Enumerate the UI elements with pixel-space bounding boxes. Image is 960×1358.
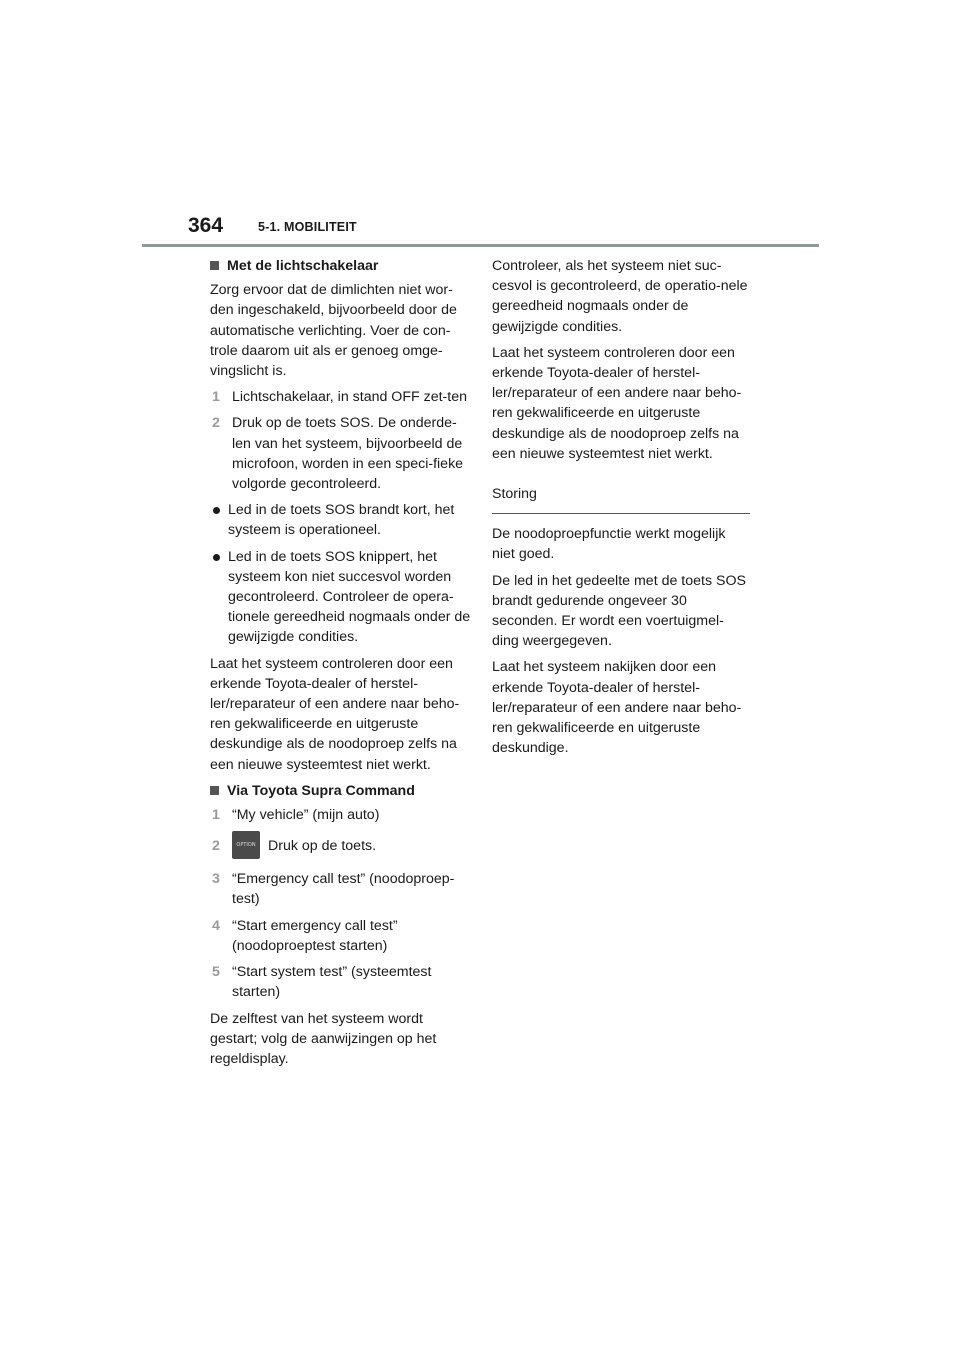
section-title: 5-1. MOBILITEIT bbox=[258, 220, 357, 234]
right-paragraph-2: Laat het systeem controleren door een erkende Toyota-dealer of herstel-ler/reparateur of een andere naar beho-ren gekwalificeerde en uitgeruste deskundige als de noodoproep zelfs na een nieuwe systeemtest niet werkt. bbox=[492, 344, 742, 462]
right-paragraph-1: Controleer, als het systeem niet suc-cesvol is gecontroleerd, de operatio-nele gereedheid nogmaals onder de gewijzigde condities. bbox=[492, 258, 748, 335]
bullet-item bbox=[210, 500, 472, 540]
bullet-text: Led in de toets SOS brandt kort, het systeem is operationeel. bbox=[228, 502, 455, 539]
step-item bbox=[210, 387, 472, 407]
subheading-supra-command bbox=[210, 781, 472, 801]
square-bullet-icon bbox=[210, 786, 219, 795]
step-item bbox=[210, 916, 472, 956]
option-button-label: OPTION bbox=[236, 841, 256, 848]
step-number: 1 bbox=[212, 389, 220, 406]
step-text: Druk op de toets. bbox=[268, 838, 377, 855]
right-paragraph-3: De noodoproepfunctie werkt mogelijk niet goed. bbox=[492, 526, 726, 563]
bullet-text: Led in de toets SOS knippert, het systeem kon niet succesvol worden gecontroleerd. Controleer de opera-tionele gereedheid nogmaals onder de gewijzigde condities. bbox=[228, 548, 471, 646]
step-number: 2 bbox=[212, 415, 220, 432]
step-text: “My vehicle” (mijn auto) bbox=[232, 807, 380, 824]
step-number: 3 bbox=[212, 871, 220, 888]
option-button-icon bbox=[232, 831, 260, 859]
step-item bbox=[210, 413, 472, 494]
step-text: “Start emergency call test” (noodoproeptest starten) bbox=[232, 917, 398, 954]
intro-paragraph: Zorg ervoor dat de dimlichten niet wor-den ingeschakeld, bijvoorbeeld door de automatische verlichting. Voer de con-trole daarom uit als er genoeg omge-vingslicht is. bbox=[210, 282, 457, 380]
step-number: 5 bbox=[212, 964, 220, 981]
malfunction-box-title: Storing bbox=[492, 476, 750, 514]
header-rule bbox=[142, 244, 819, 247]
step-text: “Emergency call test” (noodoproep-test) bbox=[232, 871, 455, 908]
right-paragraph-4: De led in het gedeelte met de toets SOS brandt gedurende ongeveer 30 seconden. Er wordt een voertuigmel-ding weergegeven. bbox=[492, 572, 746, 650]
right-column bbox=[492, 256, 750, 764]
step-item bbox=[210, 962, 472, 1002]
step-number: 2 bbox=[212, 838, 220, 855]
bullet-dot-icon bbox=[213, 554, 220, 561]
subheading-text: Via Toyota Supra Command bbox=[227, 782, 415, 799]
bullet-dot-icon bbox=[213, 507, 220, 514]
subheading-text: Met de lichtschakelaar bbox=[227, 258, 379, 274]
step-text: “Start system test” (systeemtest starten) bbox=[232, 964, 432, 1001]
step-number: 4 bbox=[212, 917, 220, 934]
page-number: 364 bbox=[188, 214, 224, 237]
left-column bbox=[210, 256, 472, 1075]
step-text: Lichtschakelaar, in stand OFF zet-ten bbox=[232, 389, 467, 406]
square-bullet-icon bbox=[210, 261, 219, 270]
step-item bbox=[210, 831, 472, 861]
right-paragraph-5: Laat het systeem nakijken door een erkende Toyota-dealer of herstel-ler/reparateur of een andere naar beho-ren gekwalificeerde en uitgeruste deskundige. bbox=[492, 659, 742, 757]
step-item bbox=[210, 869, 472, 909]
dealer-paragraph: Laat het systeem controleren door een erkende Toyota-dealer of herstel-ler/reparateur of een andere naar beho-ren gekwalificeerde en uitgeruste deskundige als de noodoproep zelfs na een nieuwe systeemtest niet werkt. bbox=[210, 655, 460, 773]
bullet-item bbox=[210, 547, 472, 648]
page-header bbox=[188, 214, 828, 244]
step-number: 1 bbox=[212, 807, 220, 824]
step-text: Druk op de toets SOS. De onderde-len van het systeem, bijvoorbeeld de microfoon, worden in een speci-fieke volgorde gecontroleerd. bbox=[232, 415, 464, 493]
closing-paragraph: De zelftest van het systeem wordt gestart; volg de aanwijzingen op het regeldisplay. bbox=[210, 1010, 437, 1067]
subheading-light-switch bbox=[210, 256, 472, 276]
step-item bbox=[210, 805, 472, 825]
